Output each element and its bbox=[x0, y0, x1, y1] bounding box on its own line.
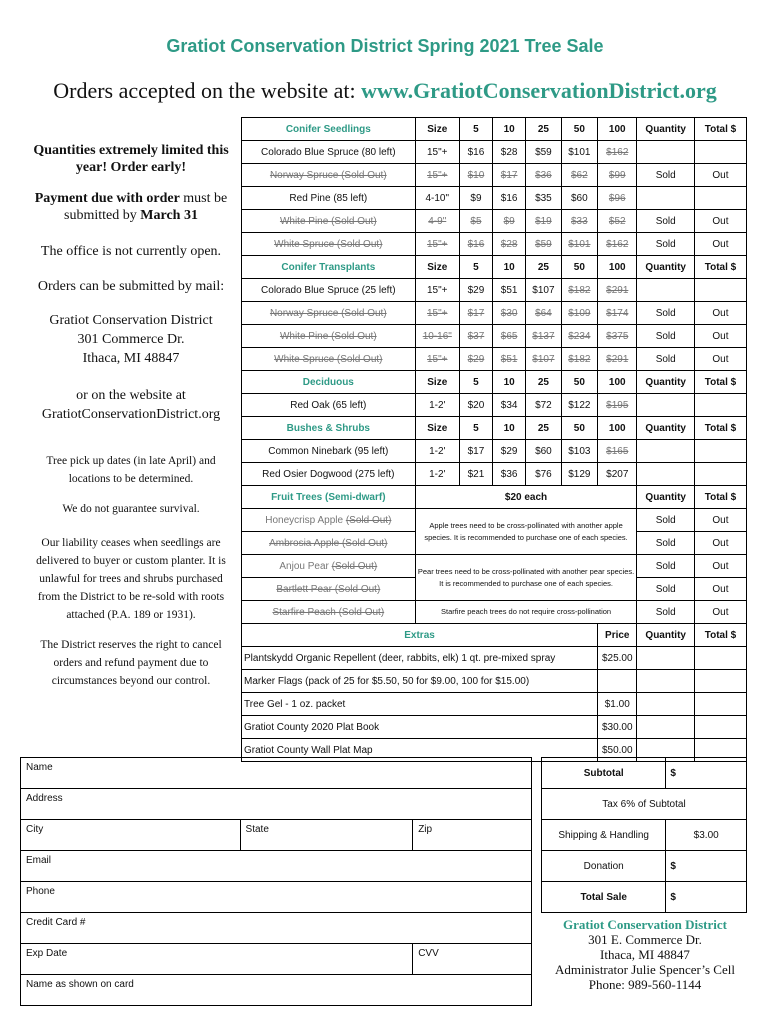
price-100: $165 bbox=[598, 440, 637, 463]
name-label: Name bbox=[26, 762, 53, 773]
shrubs-header bbox=[242, 417, 747, 440]
price-25: $76 bbox=[526, 463, 561, 486]
price-10: $36 bbox=[493, 463, 526, 486]
subtotal-label: Subtotal bbox=[542, 758, 666, 789]
tax-label: Tax 6% of Subtotal bbox=[542, 789, 747, 820]
price-50: $101 bbox=[561, 141, 597, 164]
price-5: $9 bbox=[459, 187, 492, 210]
sold-cell: Sold bbox=[637, 509, 695, 532]
quantity-cell[interactable] bbox=[637, 440, 695, 463]
price-10: $9 bbox=[493, 210, 526, 233]
price-50: $109 bbox=[561, 302, 597, 325]
section-title: Fruit Trees (Semi-dwarf) bbox=[242, 486, 416, 509]
sold-cell: Sold bbox=[637, 325, 695, 348]
col-total: Total $ bbox=[694, 371, 746, 394]
price-100: $291 bbox=[598, 348, 637, 371]
sold-cell: Sold bbox=[637, 210, 695, 233]
price-5: $29 bbox=[459, 279, 492, 302]
price-10: $17 bbox=[493, 164, 526, 187]
extra-price: $25.00 bbox=[598, 647, 637, 670]
total-cell[interactable] bbox=[694, 187, 746, 210]
price-5: $17 bbox=[459, 440, 492, 463]
table-row bbox=[242, 233, 747, 256]
exp-date-field[interactable] bbox=[21, 944, 413, 975]
price-5: $10 bbox=[459, 164, 492, 187]
quantity-cell[interactable] bbox=[637, 716, 695, 739]
price-10: $29 bbox=[493, 440, 526, 463]
item-name: Colorado Blue Spruce (25 left) bbox=[242, 279, 416, 302]
sold-cell: Sold bbox=[637, 532, 695, 555]
col-total: Total $ bbox=[694, 624, 746, 647]
price-25: $60 bbox=[526, 440, 561, 463]
sold-cell: Sold bbox=[637, 578, 695, 601]
price-100: $162 bbox=[598, 141, 637, 164]
sold-cell: Sold bbox=[637, 601, 695, 624]
price-50: $62 bbox=[561, 164, 597, 187]
item-name: White Pine (Sold Out) bbox=[242, 210, 416, 233]
out-cell: Out bbox=[694, 325, 746, 348]
donation-value[interactable]: $ bbox=[666, 851, 747, 882]
col-price: Price bbox=[598, 624, 637, 647]
col-50: 50 bbox=[561, 417, 597, 440]
address-label: Address bbox=[26, 793, 63, 804]
col-25: 25 bbox=[526, 371, 561, 394]
peach-note: Starfire peach trees do not require cross-pollination bbox=[415, 601, 637, 624]
state-label: State bbox=[245, 824, 269, 835]
price-50: $103 bbox=[561, 440, 597, 463]
city-field[interactable] bbox=[21, 820, 241, 851]
col-25: 25 bbox=[526, 256, 561, 279]
table-row bbox=[242, 670, 747, 693]
section-title: Conifer Transplants bbox=[242, 256, 416, 279]
quantity-cell[interactable] bbox=[637, 279, 695, 302]
price-100: $96 bbox=[598, 187, 637, 210]
conifer-transplants-header bbox=[242, 256, 747, 279]
item-name bbox=[242, 509, 416, 532]
extras-header bbox=[242, 624, 747, 647]
col-size: Size bbox=[415, 417, 459, 440]
table-row bbox=[242, 601, 747, 624]
price-50: $182 bbox=[561, 279, 597, 302]
state-field[interactable] bbox=[240, 820, 413, 851]
price-25: $36 bbox=[526, 164, 561, 187]
col-total: Total $ bbox=[694, 417, 746, 440]
col-quantity: Quantity bbox=[637, 417, 695, 440]
col-quantity: Quantity bbox=[637, 624, 695, 647]
price-5: $5 bbox=[459, 210, 492, 233]
cvv-label: CVV bbox=[418, 948, 439, 959]
contact-block bbox=[540, 917, 750, 992]
price-50: $101 bbox=[561, 233, 597, 256]
total-cell[interactable] bbox=[694, 463, 746, 486]
payment-notice bbox=[28, 190, 234, 224]
total-cell[interactable] bbox=[694, 716, 746, 739]
price-5: $29 bbox=[459, 348, 492, 371]
email-field[interactable] bbox=[21, 851, 532, 882]
section-title: Conifer Seedlings bbox=[242, 118, 416, 141]
item-name: Red Pine (85 left) bbox=[242, 187, 416, 210]
col-50: 50 bbox=[561, 371, 597, 394]
price-25: $137 bbox=[526, 325, 561, 348]
price-50: $60 bbox=[561, 187, 597, 210]
item-size: 15"+ bbox=[415, 164, 459, 187]
col-10: 10 bbox=[493, 118, 526, 141]
customer-info-form bbox=[20, 757, 532, 1006]
item-size: 15"+ bbox=[415, 141, 459, 164]
pear-note: Pear trees need to be cross-pollinated with another pear species. It is recommended to purchase one of each species. bbox=[415, 555, 637, 601]
price-100: $207 bbox=[598, 463, 637, 486]
price-50: $234 bbox=[561, 325, 597, 348]
extra-price bbox=[598, 670, 637, 693]
website-prefix: Orders accepted on the website at: bbox=[53, 78, 362, 103]
price-10: $16 bbox=[493, 187, 526, 210]
col-50: 50 bbox=[561, 118, 597, 141]
price-5: $20 bbox=[459, 394, 492, 417]
item-size: 15"+ bbox=[415, 279, 459, 302]
col-size: Size bbox=[415, 256, 459, 279]
item-name: White Pine (Sold Out) bbox=[242, 325, 416, 348]
phone-label: Phone bbox=[26, 886, 55, 897]
zip-field[interactable] bbox=[413, 820, 532, 851]
donation-label: Donation bbox=[542, 851, 666, 882]
total-cell[interactable] bbox=[694, 647, 746, 670]
item-name: Common Ninebark (95 left) bbox=[242, 440, 416, 463]
item-name bbox=[242, 555, 416, 578]
apple-note: Apple trees need to be cross-pollinated with another apple species. It is recommended to purchase one of each species. bbox=[415, 509, 637, 555]
card-name-label: Name as shown on card bbox=[26, 979, 134, 990]
total-cell[interactable] bbox=[694, 141, 746, 164]
contact-city: Ithaca, MI 48847 bbox=[600, 947, 690, 962]
price-10: $28 bbox=[493, 233, 526, 256]
price-50: $182 bbox=[561, 348, 597, 371]
price-25: $107 bbox=[526, 279, 561, 302]
limited-notice: Quantities extremely limited this year! Order early! bbox=[33, 143, 229, 175]
page-title: Gratiot Conservation District Spring 2021 Tree Sale bbox=[166, 36, 604, 56]
quantity-cell[interactable] bbox=[637, 693, 695, 716]
col-total: Total $ bbox=[694, 486, 746, 509]
extra-name: Gratiot County 2020 Plat Book bbox=[242, 716, 598, 739]
item-size: 4-9" bbox=[415, 210, 459, 233]
extra-price: $1.00 bbox=[598, 693, 637, 716]
total-cell[interactable] bbox=[694, 440, 746, 463]
deciduous-header bbox=[242, 371, 747, 394]
website-line bbox=[0, 78, 770, 104]
quantity-cell[interactable] bbox=[637, 463, 695, 486]
col-10: 10 bbox=[493, 417, 526, 440]
item-name: White Spruce (Sold Out) bbox=[242, 348, 416, 371]
extra-price: $30.00 bbox=[598, 716, 637, 739]
honeycrisp-name: Honeycrisp Apple bbox=[265, 514, 344, 526]
payment-bold: Payment due with order bbox=[34, 191, 180, 206]
reserve-notice: The District reserves the right to cancel orders and refund payment due to circumstances beyond our control. bbox=[40, 639, 222, 687]
table-row bbox=[242, 463, 747, 486]
table-row bbox=[242, 647, 747, 670]
quantity-cell[interactable] bbox=[637, 187, 695, 210]
sold-cell: Sold bbox=[637, 348, 695, 371]
col-5: 5 bbox=[459, 417, 492, 440]
payment-date: March 31 bbox=[140, 208, 198, 223]
quantity-cell[interactable] bbox=[637, 394, 695, 417]
sold-cell: Sold bbox=[637, 555, 695, 578]
out-cell: Out bbox=[694, 233, 746, 256]
card-name-field[interactable] bbox=[21, 975, 532, 1006]
item-size: 1-2' bbox=[415, 394, 459, 417]
table-row bbox=[242, 555, 747, 578]
col-5: 5 bbox=[459, 256, 492, 279]
cvv-field[interactable] bbox=[413, 944, 532, 975]
table-row bbox=[242, 325, 747, 348]
credit-card-label: Credit Card # bbox=[26, 917, 86, 928]
table-row bbox=[242, 348, 747, 371]
anjou-status: (Sold Out) bbox=[331, 560, 378, 572]
survival-notice: We do not guarantee survival. bbox=[62, 503, 200, 515]
price-100: $99 bbox=[598, 164, 637, 187]
item-name: Colorado Blue Spruce (80 left) bbox=[242, 141, 416, 164]
item-size: 15"+ bbox=[415, 348, 459, 371]
contact-address: 301 E. Commerce Dr. bbox=[588, 932, 702, 947]
extra-name: Plantskydd Organic Repellent (deer, rabbits, elk) 1 qt. pre-mixed spray bbox=[242, 647, 598, 670]
col-quantity: Quantity bbox=[637, 256, 695, 279]
price-25: $107 bbox=[526, 348, 561, 371]
section-title: Extras bbox=[242, 624, 598, 647]
left-notes bbox=[28, 142, 234, 690]
sold-cell: Sold bbox=[637, 164, 695, 187]
table-row bbox=[242, 302, 747, 325]
price-100: $291 bbox=[598, 279, 637, 302]
item-name: Red Osier Dogwood (275 left) bbox=[242, 463, 416, 486]
out-cell: Out bbox=[694, 164, 746, 187]
out-cell: Out bbox=[694, 601, 746, 624]
zip-label: Zip bbox=[418, 824, 433, 835]
col-size: Size bbox=[415, 371, 459, 394]
credit-card-field[interactable] bbox=[21, 913, 532, 944]
website-text: GratiotConservationDistrict.org bbox=[41, 407, 221, 422]
extra-name: Marker Flags (pack of 25 for $5.50, 50 for $9.00, 100 for $15.00) bbox=[242, 670, 598, 693]
item-size: 10-16" bbox=[415, 325, 459, 348]
col-50: 50 bbox=[561, 256, 597, 279]
table-row bbox=[242, 164, 747, 187]
contact-cell-label: Administrator Julie Spencer’s Cell bbox=[555, 962, 735, 977]
website-pre: or on the website at bbox=[76, 388, 186, 403]
sold-cell: Sold bbox=[637, 302, 695, 325]
price-50: $122 bbox=[561, 394, 597, 417]
order-table bbox=[241, 117, 747, 762]
price-5: $16 bbox=[459, 141, 492, 164]
price-25: $59 bbox=[526, 141, 561, 164]
out-cell: Out bbox=[694, 509, 746, 532]
mail-address bbox=[28, 311, 234, 368]
subtotal-value[interactable]: $ bbox=[666, 758, 747, 789]
conifer-seedlings-header bbox=[242, 118, 747, 141]
price-50: $33 bbox=[561, 210, 597, 233]
email-label: Email bbox=[26, 855, 52, 866]
col-100: 100 bbox=[598, 371, 637, 394]
payment-mid: must be submitted by bbox=[64, 191, 228, 223]
city-label: City bbox=[26, 824, 44, 835]
price-5: $16 bbox=[459, 233, 492, 256]
item-name: Red Oak (65 left) bbox=[242, 394, 416, 417]
contact-phone: Phone: 989-560-1144 bbox=[588, 977, 702, 992]
total-cell[interactable] bbox=[694, 394, 746, 417]
table-row bbox=[242, 141, 747, 164]
out-cell: Out bbox=[694, 532, 746, 555]
pickup-notice: Tree pick up dates (in late April) and locations to be determined. bbox=[46, 455, 216, 485]
quantity-cell[interactable] bbox=[637, 647, 695, 670]
extra-name: Tree Gel - 1 oz. packet bbox=[242, 693, 598, 716]
total-cell[interactable] bbox=[694, 279, 746, 302]
out-cell: Out bbox=[694, 302, 746, 325]
col-size: Size bbox=[415, 118, 459, 141]
total-cell[interactable] bbox=[694, 670, 746, 693]
price-10: $51 bbox=[493, 279, 526, 302]
price-100: $52 bbox=[598, 210, 637, 233]
col-25: 25 bbox=[526, 417, 561, 440]
extra-price: $50.00 bbox=[598, 739, 637, 762]
out-cell: Out bbox=[694, 210, 746, 233]
col-quantity: Quantity bbox=[637, 371, 695, 394]
out-cell: Out bbox=[694, 348, 746, 371]
extra-name: Gratiot County Wall Plat Map bbox=[242, 739, 598, 762]
price-100: $174 bbox=[598, 302, 637, 325]
shipping-label: Shipping & Handling bbox=[542, 820, 666, 851]
col-10: 10 bbox=[493, 256, 526, 279]
col-10: 10 bbox=[493, 371, 526, 394]
price-25: $72 bbox=[526, 394, 561, 417]
price-25: $35 bbox=[526, 187, 561, 210]
price-100: $195 bbox=[598, 394, 637, 417]
item-size: 15"+ bbox=[415, 233, 459, 256]
website-url: www.GratiotConservationDistrict.org bbox=[361, 78, 717, 103]
price-10: $51 bbox=[493, 348, 526, 371]
price-10: $34 bbox=[493, 394, 526, 417]
name-field[interactable] bbox=[21, 758, 532, 789]
col-total: Total $ bbox=[694, 256, 746, 279]
col-100: 100 bbox=[598, 417, 637, 440]
table-row bbox=[242, 210, 747, 233]
table-row bbox=[242, 394, 747, 417]
table-row bbox=[242, 693, 747, 716]
item-size: 1-2' bbox=[415, 440, 459, 463]
website-notice bbox=[28, 386, 234, 424]
total-sale-value[interactable]: $ bbox=[666, 882, 747, 913]
price-100: $162 bbox=[598, 233, 637, 256]
totals-table bbox=[541, 757, 747, 913]
price-25: $64 bbox=[526, 302, 561, 325]
item-name: Norway Spruce (Sold Out) bbox=[242, 164, 416, 187]
table-row bbox=[242, 187, 747, 210]
office-closed: The office is not currently open. bbox=[40, 244, 222, 259]
quantity-cell[interactable] bbox=[637, 141, 695, 164]
price-5: $17 bbox=[459, 302, 492, 325]
item-name: Bartlett Pear (Sold Out) bbox=[242, 578, 416, 601]
fruit-price: $20 each bbox=[415, 486, 637, 509]
section-title: Bushes & Shrubs bbox=[242, 417, 416, 440]
item-size: 1-2' bbox=[415, 463, 459, 486]
total-sale-label: Total Sale bbox=[542, 882, 666, 913]
price-5: $37 bbox=[459, 325, 492, 348]
price-10: $65 bbox=[493, 325, 526, 348]
mail-addr-1: Gratiot Conservation District bbox=[49, 313, 213, 328]
sold-cell: Sold bbox=[637, 233, 695, 256]
item-name: Norway Spruce (Sold Out) bbox=[242, 302, 416, 325]
col-5: 5 bbox=[459, 118, 492, 141]
mail-addr-2: 301 Commerce Dr. bbox=[77, 332, 185, 347]
quantity-cell[interactable] bbox=[637, 670, 695, 693]
item-size: 15"+ bbox=[415, 302, 459, 325]
exp-date-label: Exp Date bbox=[26, 948, 68, 959]
section-title: Deciduous bbox=[242, 371, 416, 394]
honeycrisp-status: (Sold Out) bbox=[345, 514, 392, 526]
price-50: $129 bbox=[561, 463, 597, 486]
col-25: 25 bbox=[526, 118, 561, 141]
col-quantity: Quantity bbox=[637, 118, 695, 141]
mail-notice: Orders can be submitted by mail: bbox=[37, 279, 225, 294]
item-name: White Spruce (Sold Out) bbox=[242, 233, 416, 256]
out-cell: Out bbox=[694, 555, 746, 578]
price-5: $21 bbox=[459, 463, 492, 486]
table-row bbox=[242, 716, 747, 739]
item-name: Ambrosia Apple (Sold Out) bbox=[242, 532, 416, 555]
out-cell: Out bbox=[694, 578, 746, 601]
col-quantity: Quantity bbox=[637, 486, 695, 509]
price-25: $59 bbox=[526, 233, 561, 256]
price-100: $375 bbox=[598, 325, 637, 348]
item-name: Starfire Peach (Sold Out) bbox=[242, 601, 416, 624]
price-10: $30 bbox=[493, 302, 526, 325]
col-5: 5 bbox=[459, 371, 492, 394]
contact-name: Gratiot Conservation District bbox=[563, 917, 727, 932]
col-total: Total $ bbox=[694, 118, 746, 141]
price-25: $19 bbox=[526, 210, 561, 233]
shipping-value: $3.00 bbox=[666, 820, 747, 851]
liability-notice: Our liability ceases when seedlings are delivered to buyer or custom planter. It is unlawful for trees and shrubs purchased from the District to be re-sold with roots attached (P.A. 189 or 1931). bbox=[36, 537, 226, 621]
table-row bbox=[242, 279, 747, 302]
anjou-name: Anjou Pear bbox=[279, 560, 329, 572]
col-100: 100 bbox=[598, 118, 637, 141]
total-cell[interactable] bbox=[694, 693, 746, 716]
price-10: $28 bbox=[493, 141, 526, 164]
phone-field[interactable] bbox=[21, 882, 532, 913]
table-row bbox=[242, 509, 747, 532]
address-field[interactable] bbox=[21, 789, 532, 820]
fruit-header bbox=[242, 486, 747, 509]
table-row bbox=[242, 440, 747, 463]
item-size: 4-10" bbox=[415, 187, 459, 210]
mail-addr-3: Ithaca, MI 48847 bbox=[82, 351, 180, 366]
col-100: 100 bbox=[598, 256, 637, 279]
